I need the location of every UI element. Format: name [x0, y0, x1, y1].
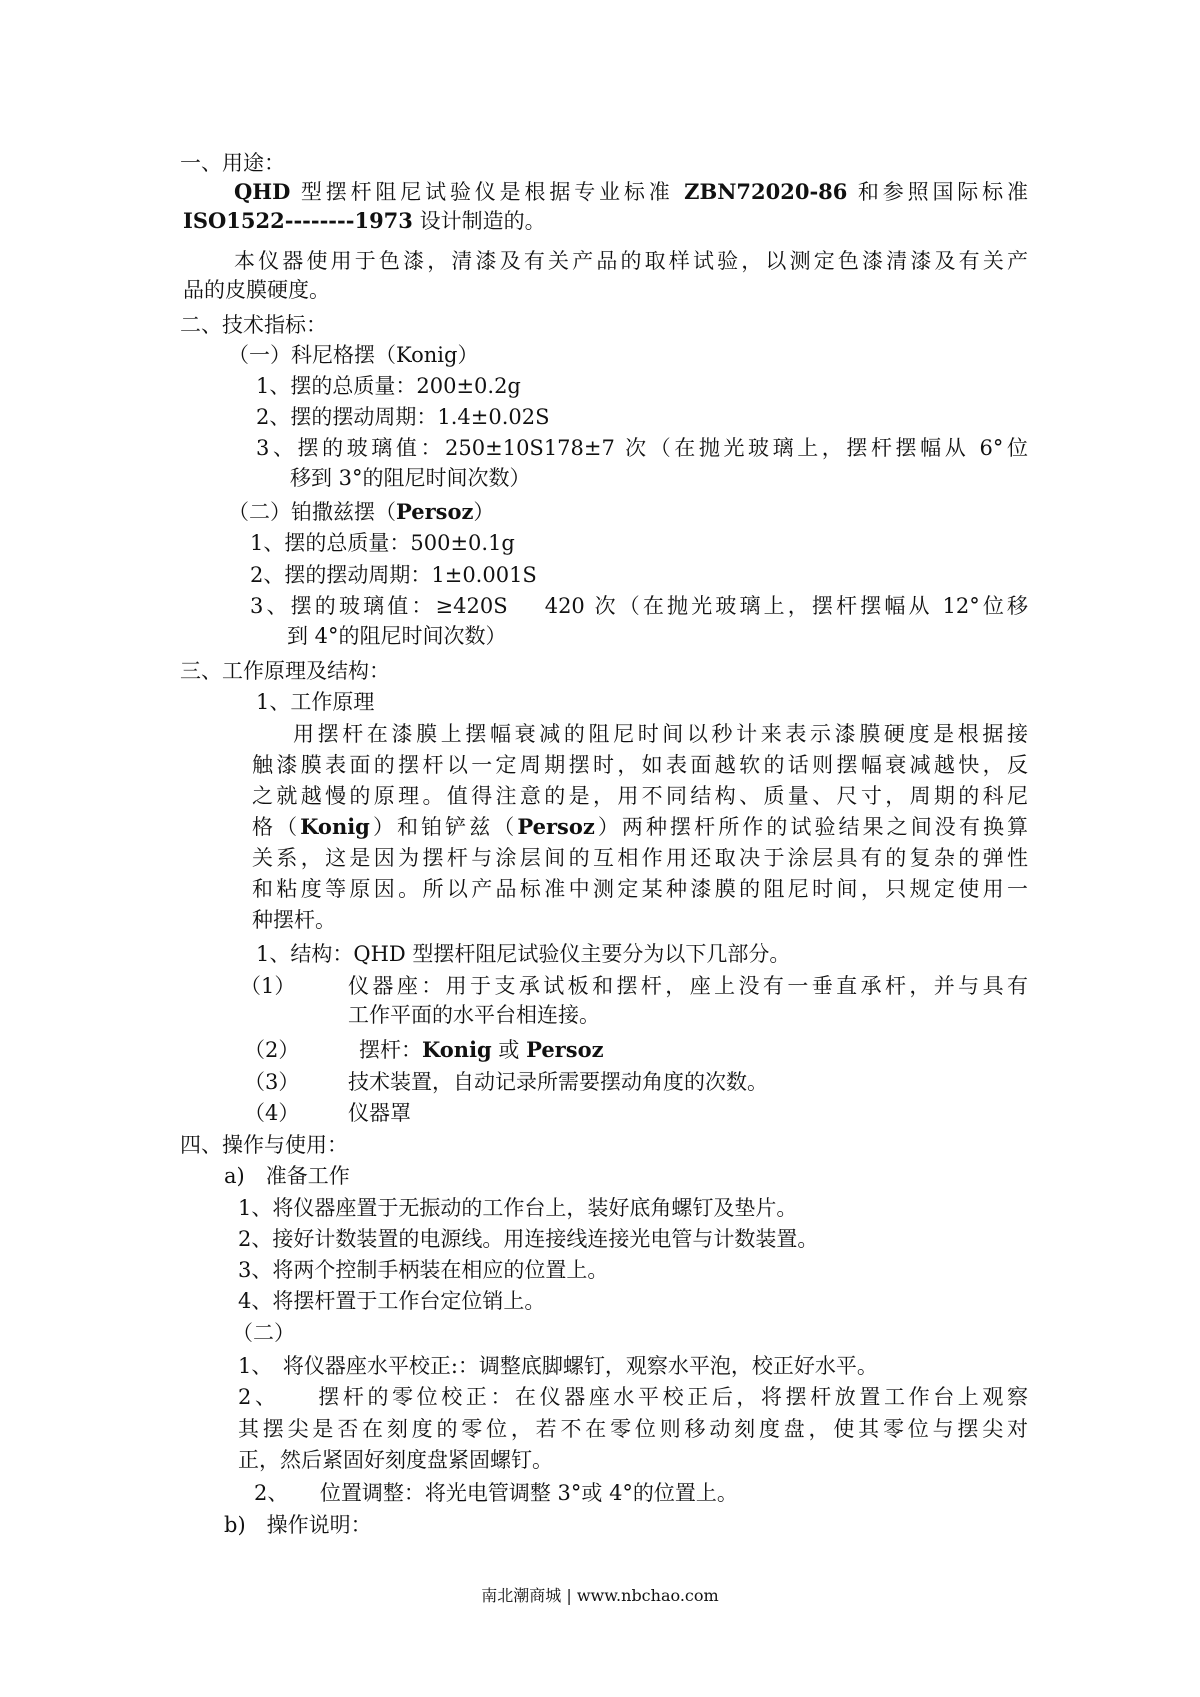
section-3-paragraph-line-2: 触漆膜表面的摆杆以一定周期摆时，如表面越软的话则摆幅衰减越快，反	[252, 753, 1028, 777]
section-3-paragraph-line-5: 关系，这是因为摆杆与涂层间的互相作用还取决于涂层具有的复杂的弹性	[252, 846, 1028, 870]
section-2-sub-2-item-1: 1、摆的总质量：500±0.1g	[250, 531, 515, 555]
structure-item-4-text: 仪器罩	[348, 1101, 411, 1125]
section-4-b-item-2-cont-2: 正，然后紧固好刻度盘紧固螺钉。	[238, 1448, 553, 1472]
section-4-sub-a: a) 准备工作	[224, 1164, 350, 1188]
structure-item-4-number: （4）	[244, 1101, 300, 1125]
section-2-sub-2-item-3-cont: 到 4°的阻尼时间次数）	[287, 624, 507, 648]
section-1-paragraph-2-cont: 品的皮膜硬度。	[183, 278, 330, 302]
section-4-a-item-2: 2、接好计数装置的电源线。用连接线连接光电管与计数装置。	[238, 1227, 819, 1251]
section-2-sub-1-item-3-cont: 移到 3°的阻尼时间次数）	[290, 466, 531, 490]
section-1-heading: 一、用途：	[180, 151, 285, 175]
section-4-a-item-4: 4、将摆杆置于工作台定位销上。	[238, 1289, 546, 1313]
section-2-sub-1: （一）科尼格摆（Konig）	[228, 343, 479, 367]
page-footer: 南北潮商城 | www.nbchao.com	[481, 1586, 719, 1605]
section-3-paragraph-line-3: 之就越慢的原理。值得注意的是，用不同结构、质量、尺寸，周期的科尼	[252, 784, 1028, 808]
section-3-sub-2: 1、结构：QHD 型摆杆阻尼试验仪主要分为以下几部分。	[256, 942, 791, 966]
structure-item-2-number: （2）	[244, 1038, 300, 1062]
section-1-paragraph-1-cont: ISO1522--------1973 设计制造的。	[183, 208, 546, 233]
structure-item-1-text: 仪器座：用于支承试板和摆杆，座上没有一垂直承杆，并与具有	[348, 974, 1028, 998]
section-2-sub-1-item-3: 3、摆的玻璃值：250±10S178±7 次（在抛光玻璃上，摆杆摆幅从 6°位	[256, 436, 1028, 460]
section-4-b-item-3: 2、 位置调整：将光电管调整 3°或 4°的位置上。	[254, 1481, 738, 1505]
section-2-sub-2-item-3: 3、摆的玻璃值：≥420S 420 次（在抛光玻璃上，摆杆摆幅从 12°位移	[250, 594, 1028, 618]
section-2-sub-1-item-2: 2、摆的摆动周期：1.4±0.02S	[256, 405, 550, 429]
section-3-paragraph-line-1: 用摆杆在漆膜上摆幅衰减的阻尼时间以秒计来表示漆膜硬度是根据接	[293, 722, 1028, 746]
section-3-paragraph-line-4: 格（Konig）和铂铲兹（Persoz）两种摆杆所作的试验结果之间没有换算	[252, 814, 1029, 839]
section-3-heading: 三、工作原理及结构：	[180, 659, 390, 683]
section-4-sub-2: （二）	[232, 1321, 295, 1345]
section-3-paragraph-line-6: 和粘度等原因。所以产品标准中测定某种漆膜的阻尼时间，只规定使用一	[252, 877, 1028, 901]
section-4-a-item-1: 1、将仪器座置于无振动的工作台上，装好底角螺钉及垫片。	[238, 1196, 798, 1220]
structure-item-3-text: 技术装置，自动记录所需要摆动角度的次数。	[348, 1070, 768, 1094]
section-4-heading: 四、操作与使用：	[180, 1133, 348, 1157]
section-3-sub-1: 1、工作原理	[256, 690, 375, 714]
section-2-heading: 二、技术指标：	[180, 313, 327, 337]
section-1-paragraph-1: QHD 型摆杆阻尼试验仪是根据专业标准 ZBN72020-86 和参照国际标准	[234, 179, 1028, 204]
structure-item-3-number: （3）	[244, 1070, 300, 1094]
section-4-b-item-2: 2、 摆杆的零位校正：在仪器座水平校正后，将摆杆放置工作台上观察	[238, 1385, 1028, 1409]
section-4-b-item-1: 1、 将仪器座水平校正:：调整底脚螺钉，观察水平泡，校正好水平。	[238, 1354, 878, 1378]
section-4-a-item-3: 3、将两个控制手柄装在相应的位置上。	[238, 1258, 609, 1282]
structure-item-1-text-cont: 工作平面的水平台相连接。	[348, 1003, 600, 1027]
section-4-b-item-2-cont-1: 其摆尖是否在刻度的零位，若不在零位则移动刻度盘，使其零位与摆尖对	[238, 1417, 1028, 1441]
section-2-sub-2: （二）铂撒兹摆（Persoz）	[228, 499, 495, 524]
section-2-sub-2-item-2: 2、摆的摆动周期：1±0.001S	[250, 563, 537, 587]
section-2-sub-1-item-1: 1、摆的总质量：200±0.2g	[256, 374, 521, 398]
section-4-sub-b: b) 操作说明：	[224, 1513, 372, 1537]
structure-item-1-number: （1）	[240, 974, 296, 998]
section-3-paragraph-line-7: 种摆杆。	[252, 908, 336, 932]
section-1-paragraph-2: 本仪器使用于色漆，清漆及有关产品的取样试验，以测定色漆清漆及有关产	[234, 249, 1028, 273]
structure-item-2-text: 摆杆：Konig 或 Persoz	[359, 1037, 604, 1062]
